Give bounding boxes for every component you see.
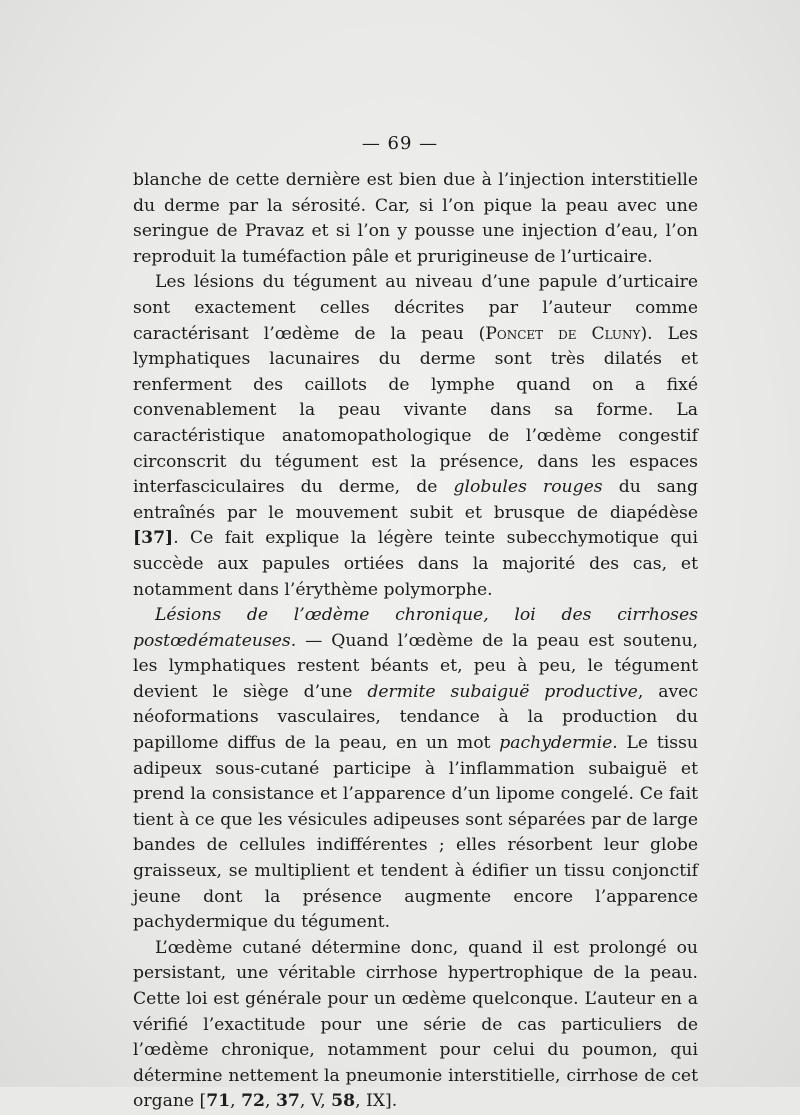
reference-37: [37] xyxy=(133,528,174,549)
paragraph-2-text-d: . Ce fait explique la légère teinte subecchymotique qui succède aux papules ortiées dans la majorité des cas, et notamment dans l’érythème polymorphe. xyxy=(133,528,698,600)
paragraph-1-text: blanche de cette dernière est bien due à l’injection interstitielle du derme par la sérosité. Car, si l’on pique la peau avec une seringue de Pravaz et si l’on y pousse une injection d’eau, l’on reproduit la tuméfaction pâle et prurigineuse de l’urticaire. xyxy=(133,170,698,267)
italic-term-dermite: dermite subaiguë productive xyxy=(367,681,638,702)
reference-72: 72 xyxy=(241,1091,266,1112)
reference-58: 58 xyxy=(331,1091,356,1112)
italic-term-globules-rouges: globules rouges xyxy=(453,477,603,498)
paragraph-4 xyxy=(133,936,698,1115)
reference-71: 71 xyxy=(206,1091,231,1112)
paragraph-2-text-b: ). Les lymphatiques lacunaires du derme sont très dilatés et renferment des caillots de lymphe quand on a fixé convenablement la peau vivante dans sa forme. La caractéristique anatomopathologique de l’œdème congestif circonscrit du tégument est la présence, dans les espaces interfasciculaires du derme, de xyxy=(133,323,699,498)
italic-term-pachydermie: pachydermie xyxy=(499,733,613,754)
paragraph-3-text-b: , avec néoformations vasculaires, tendance à la production du papillome diffus de la peau, en un mot xyxy=(133,681,698,754)
reference-separator-3: , V, xyxy=(299,1091,332,1112)
reference-37b: 37 xyxy=(275,1091,300,1112)
paragraph-4-text-a: L’œdème cutané détermine donc, quand il est prolongé ou persistant, une véritable cirrhose hypertrophique de la peau. Cette loi est générale pour un œdème quelconque. L’auteur en a vérifié l’exactitude pour une série de cas particuliers de l’œdème chronique, notamment pour celui du poumon, qui détermine nettement la pneumonie interstitielle, cirrhose de cet organe [ xyxy=(133,937,698,1112)
paragraph-1 xyxy=(133,168,698,270)
body-text xyxy=(133,168,698,1115)
paragraph-2 xyxy=(133,270,698,603)
paragraph-2-text-a: Les lésions du tégument au niveau d’une papule d’urticaire sont exactement celles décrites par l’auteur comme caractérisant l’œdème de la peau ( xyxy=(133,272,698,344)
reference-separator-1: , xyxy=(230,1091,242,1112)
page-number: — 69 — xyxy=(361,133,439,154)
author-name: Poncet de Cluny xyxy=(485,323,641,344)
section-heading: Lésions de l’œdème chronique, loi des cirrhoses postœdémateuses. xyxy=(133,605,698,651)
paragraph-3-text-a: — Quand l’œdème de la peau est soutenu, les lymphatiques restent béants et, peu à peu, le tégument devient le siège d’une xyxy=(133,630,699,702)
paragraph-2-text-c: du sang entraînés par le mouvement subit et brusque de diapédèse xyxy=(133,477,698,523)
paragraph-3 xyxy=(133,603,698,936)
reference-separator-2: , xyxy=(265,1091,276,1112)
reference-separator-4: , IX]. xyxy=(355,1091,398,1112)
paragraph-3-text-c: . Le tissu adipeux sous-cutané participe à l’inflammation subaiguë et prend la consistance et l’apparence d’un lipome congelé. Ce fait tient à ce que les vésicules adipeuses sont séparées par de large bandes de cellules indifférentes ; elles résorbent leur globe graisseux, se multiplient et tendent à édifier un tissu conjonctif jeune dont la présence augmente encore l’apparence pachydermique du tégument. xyxy=(133,733,698,933)
